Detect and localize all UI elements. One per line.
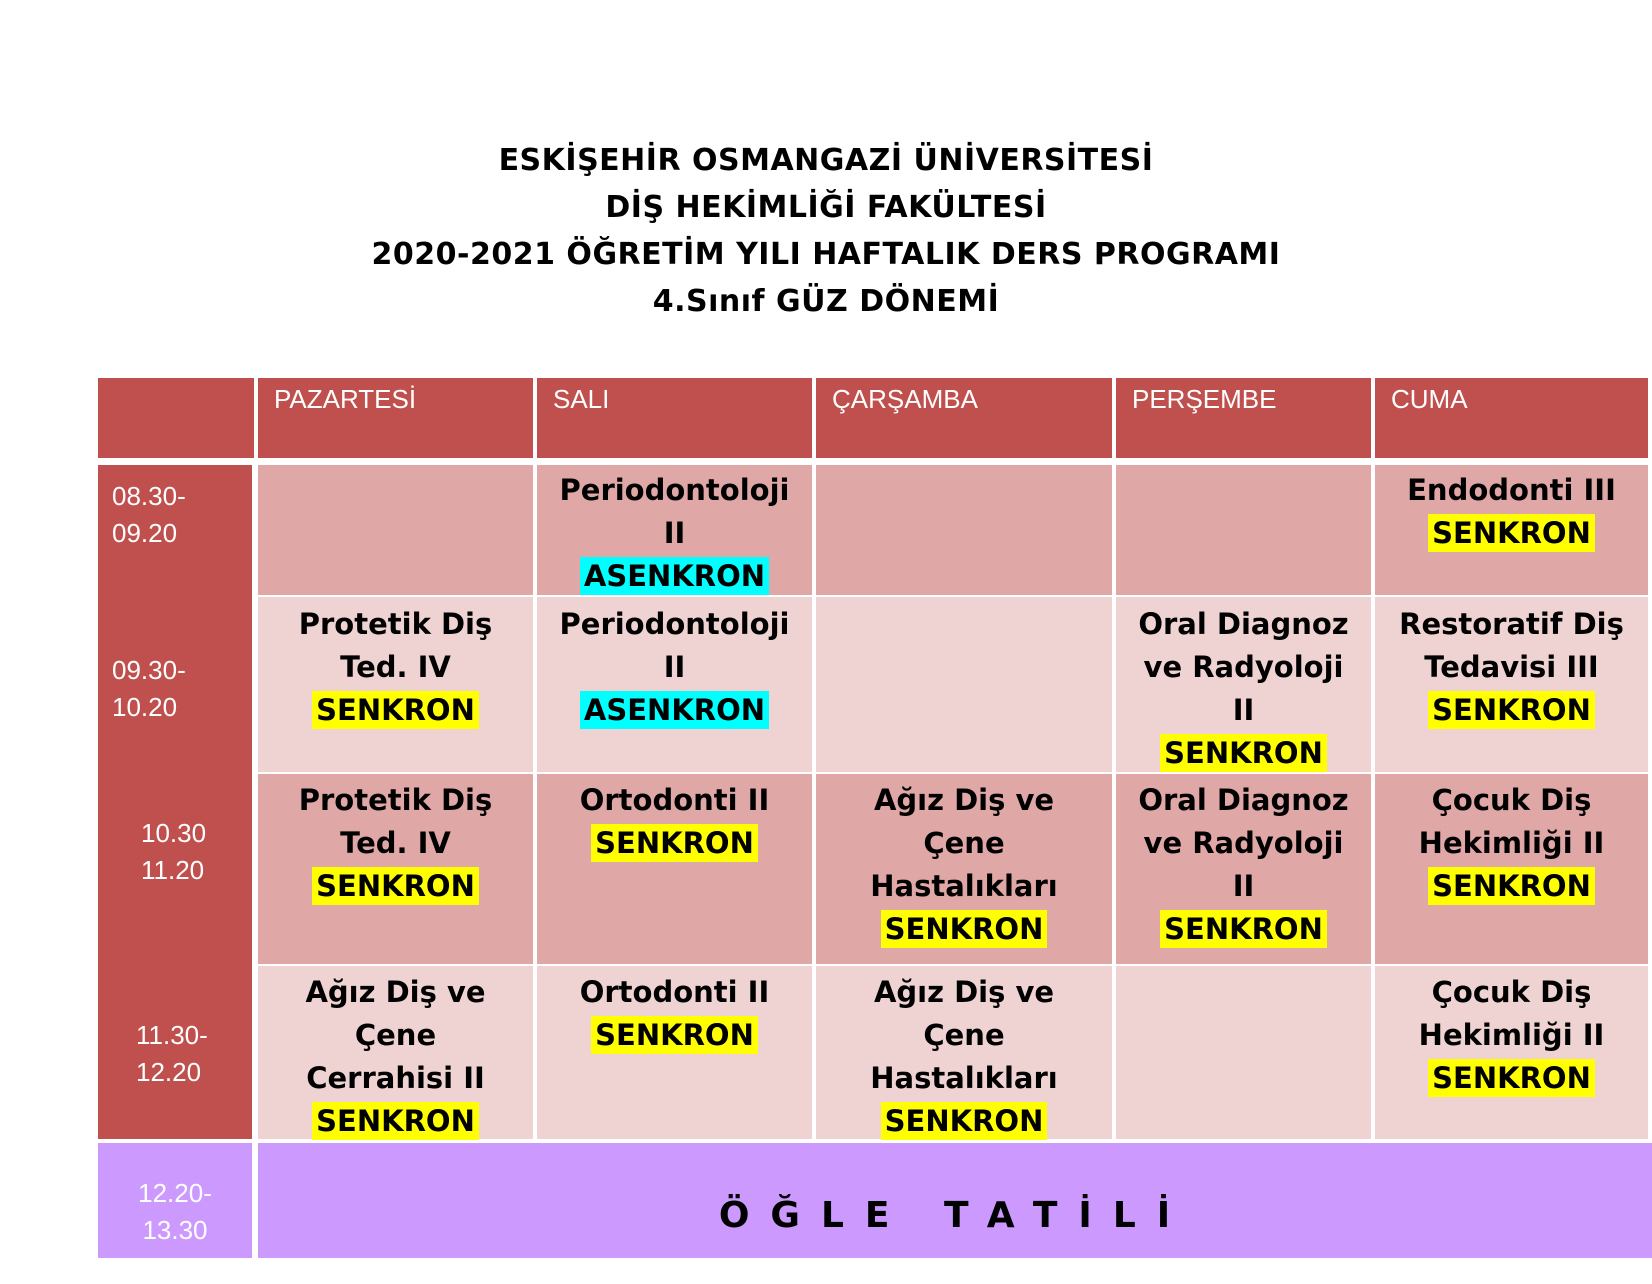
course-name: Endodonti III [1407,473,1616,507]
course-name: Oral Diagnoz [1138,783,1349,817]
empty-cell [258,465,533,595]
empty-cell [816,465,1112,595]
course-name: Çene [923,1018,1005,1052]
course-cell [1375,966,1648,1139]
course-cell [537,774,812,964]
senkron-badge: SENKRON [312,691,479,729]
course-name: II [663,650,686,684]
senkron-badge: SENKRON [881,1102,1048,1140]
title-term: 4.Sınıf GÜZ DÖNEMİ [652,284,1000,319]
course-cell [1116,774,1371,964]
course-name: II [1232,693,1255,727]
senkron-badge: SENKRON [1160,734,1327,772]
course-name: Restoratif Diş [1399,607,1624,641]
course-name: Protetik Diş [298,607,493,641]
course-cell [1375,465,1648,595]
time-text: 10.20 [112,692,178,722]
header-day: PAZARTESİ [258,378,533,458]
course-name: Ted. IV [340,650,451,684]
course-name: ve Radyoloji [1143,650,1344,684]
header-day: SALI [537,378,812,458]
course-name: ve Radyoloji [1143,826,1344,860]
course-cell [258,597,533,772]
course-cell [258,774,533,964]
course-name: Çene [923,826,1005,860]
asenkron-badge: ASENKRON [580,691,769,729]
senkron-badge: SENKRON [1160,910,1327,948]
course-cell [1116,597,1371,772]
senkron-badge: SENKRON [881,910,1048,948]
course-cell [816,966,1112,1139]
course-name: Ağız Diş ve [873,975,1055,1009]
course-name: Ağız Diş ve [873,783,1055,817]
course-name: II [663,516,686,550]
course-name: Hekimliği II [1418,826,1605,860]
course-name: Ortodonti II [579,975,770,1009]
empty-cell [1116,966,1371,1139]
header-day: CUMA [1375,378,1648,458]
title-university: ESKİŞEHİR OSMANGAZİ ÜNİVERSİTESİ [498,143,1154,178]
title-program: 2020-2021 ÖĞRETİM YILI HAFTALIK DERS PROGRAMI [371,237,1281,272]
time-label [112,478,242,558]
course-cell [537,465,812,595]
course-name: Ortodonti II [579,783,770,817]
time-text: 12.20 [136,1057,202,1087]
course-cell [258,966,533,1139]
course-cell [537,966,812,1139]
time-label [112,652,242,732]
header-day: ÇARŞAMBA [816,378,1112,458]
course-name: Protetik Diş [298,783,493,817]
time-text: 08.30- [112,481,186,511]
course-name: Periodontoloji [559,607,790,641]
asenkron-badge: ASENKRON [580,557,769,595]
document-title [0,137,1652,325]
time-text: 10.30 [141,818,207,848]
lunch-time-text: 12.20- [138,1178,212,1208]
time-label [141,815,271,895]
course-cell [1375,597,1648,772]
course-cell [816,774,1112,964]
course-name: II [1232,869,1255,903]
senkron-badge: SENKRON [312,1102,479,1140]
senkron-badge: SENKRON [591,824,758,862]
time-text: 09.20 [112,518,178,548]
title-faculty: DİŞ HEKİMLİĞİ FAKÜLTESİ [605,190,1047,225]
senkron-badge: SENKRON [312,867,479,905]
time-text: 11.20 [141,855,205,885]
course-name: Hastalıkları [870,869,1058,903]
senkron-badge: SENKRON [591,1016,758,1054]
time-text: 09.30- [112,655,186,685]
lunch-time-cell [98,1143,252,1258]
course-name: Çocuk Diş [1431,975,1592,1009]
header-corner [98,378,254,458]
course-name: Ağız Diş ve [305,975,486,1009]
course-cell [537,597,812,772]
time-text: 11.30- [136,1020,208,1050]
lunch-label: ÖĞLE TATİLİ [718,1195,1192,1236]
senkron-badge: SENKRON [1428,514,1595,552]
empty-cell [1116,465,1371,595]
course-name: Oral Diagnoz [1138,607,1349,641]
senkron-badge: SENKRON [1428,867,1595,905]
course-name: Periodontoloji [559,473,790,507]
course-name: Ted. IV [340,826,451,860]
lunch-break-cell [258,1143,1652,1258]
course-name: Çene [354,1018,437,1052]
senkron-badge: SENKRON [1428,1059,1595,1097]
course-name: Çocuk Diş [1431,783,1592,817]
senkron-badge: SENKRON [1428,691,1595,729]
empty-cell [816,597,1112,772]
course-name: Hekimliği II [1418,1018,1605,1052]
time-label [136,1017,266,1097]
lunch-time-text: 13.30 [142,1215,208,1245]
course-name: Tedavisi III [1424,650,1599,684]
course-cell [1375,774,1648,964]
header-day: PERŞEMBE [1116,378,1371,458]
course-name: Hastalıkları [870,1061,1058,1095]
course-name: Cerrahisi II [306,1061,485,1095]
